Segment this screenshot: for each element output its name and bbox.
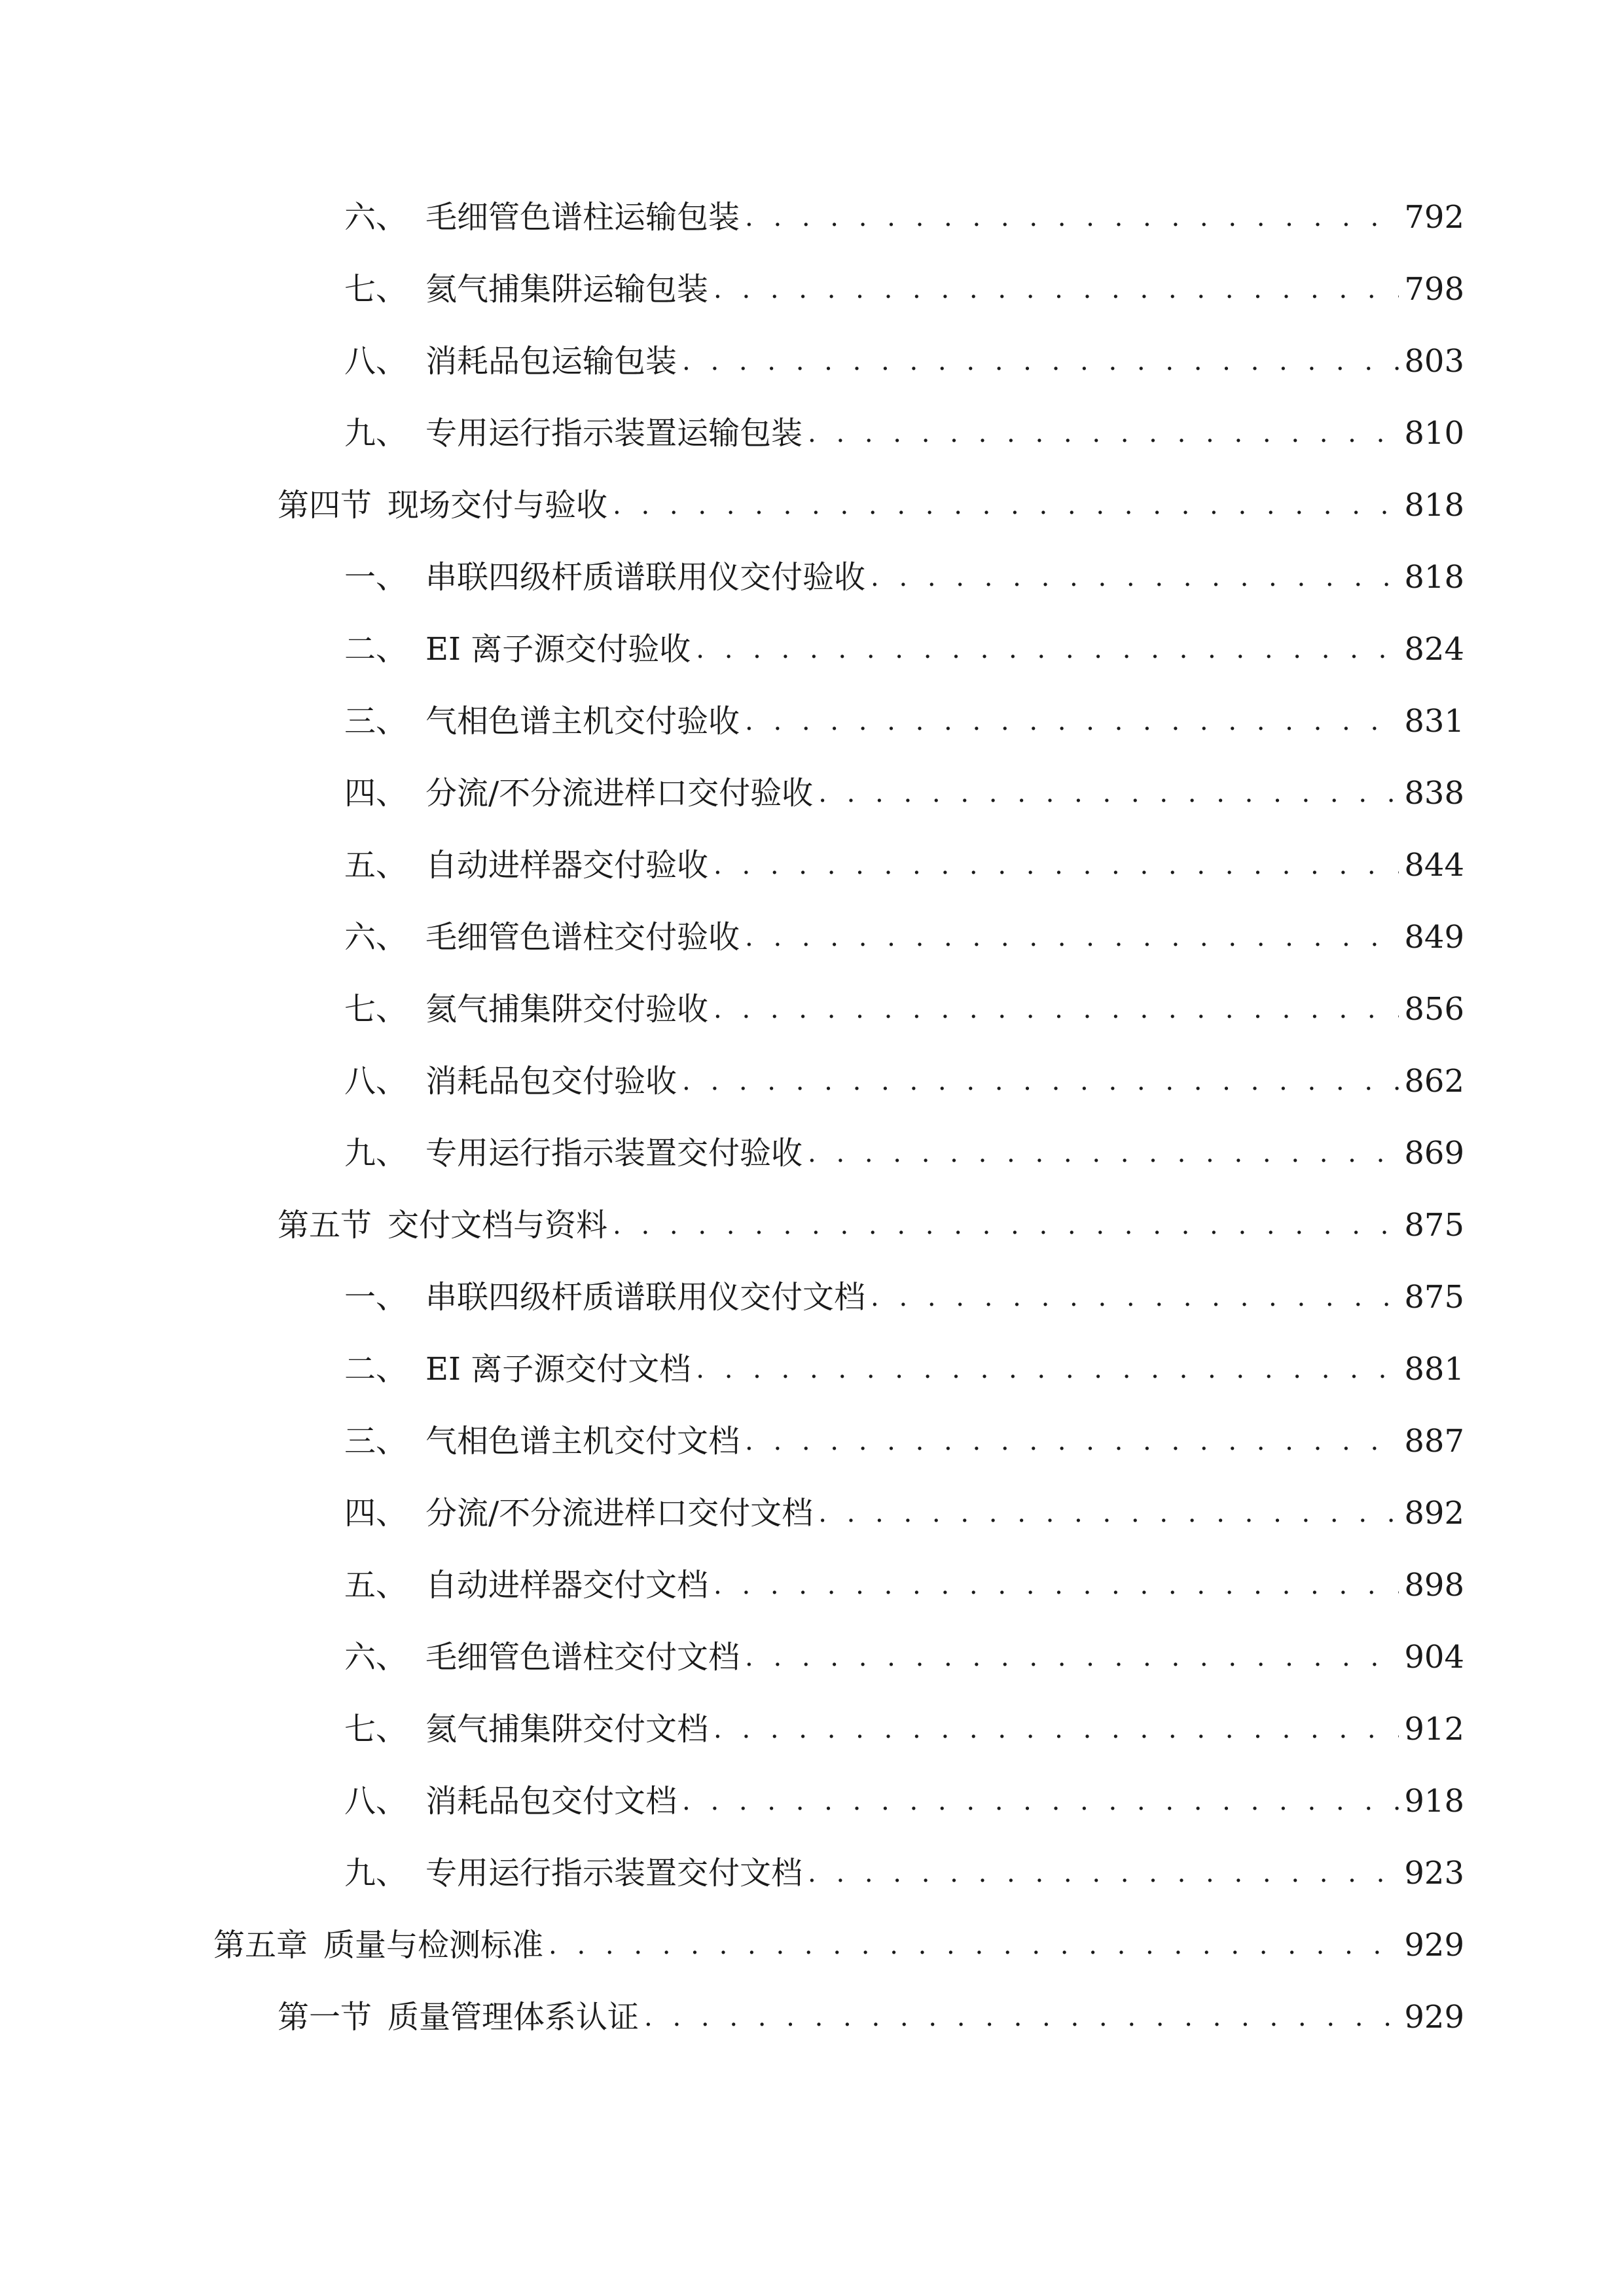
entry-page-number: 862 bbox=[1404, 1063, 1464, 1100]
entry-number: 九、 bbox=[344, 415, 408, 452]
entry-title: 专用运行指示装置交付验收 bbox=[425, 1135, 803, 1172]
entry-title: 自动进样器交付文档 bbox=[425, 1567, 709, 1604]
dot-leader bbox=[745, 204, 1399, 230]
entry-title: 分流/不分流进样口交付文档 bbox=[425, 1495, 814, 1532]
entry-number: 七、 bbox=[344, 271, 408, 308]
entry-page-number: 849 bbox=[1404, 919, 1464, 956]
entry-page-number: 798 bbox=[1404, 271, 1464, 308]
entry-page-number: 875 bbox=[1404, 1279, 1464, 1316]
entry-title: 消耗品包交付验收 bbox=[425, 1063, 677, 1100]
dot-leader bbox=[808, 420, 1399, 446]
entry-title: 交付文档与资料 bbox=[388, 1207, 608, 1244]
dot-leader bbox=[696, 636, 1399, 662]
dot-leader bbox=[549, 1932, 1399, 1958]
entry-number: 八、 bbox=[344, 1063, 408, 1100]
toc-entry[interactable] bbox=[344, 1549, 1464, 1621]
entry-title: EI 离子源交付验收 bbox=[425, 631, 691, 668]
entry-title: 气相色谱主机交付验收 bbox=[425, 703, 740, 740]
entry-number: 七、 bbox=[344, 991, 408, 1028]
dot-leader bbox=[745, 1428, 1399, 1454]
toc-entry[interactable] bbox=[344, 397, 1464, 469]
toc-entry[interactable] bbox=[344, 1477, 1464, 1549]
dot-leader bbox=[713, 1572, 1399, 1598]
entry-page-number: 844 bbox=[1404, 847, 1464, 884]
entry-page-number: 818 bbox=[1404, 559, 1464, 596]
entry-number: 八、 bbox=[344, 1783, 408, 1820]
toc-entry[interactable] bbox=[344, 1405, 1464, 1477]
entry-page-number: 887 bbox=[1404, 1423, 1464, 1460]
entry-number: 二、 bbox=[344, 1351, 408, 1388]
chapter-number: 第五章 bbox=[213, 1927, 308, 1964]
dot-leader bbox=[745, 1644, 1399, 1670]
toc-entry[interactable] bbox=[344, 181, 1464, 253]
toc-entry[interactable] bbox=[344, 1837, 1464, 1909]
toc-entry[interactable] bbox=[344, 973, 1464, 1045]
entry-number: 二、 bbox=[344, 631, 408, 668]
dot-leader bbox=[818, 1500, 1399, 1526]
dot-leader bbox=[682, 1068, 1399, 1094]
entry-page-number: 912 bbox=[1404, 1711, 1464, 1748]
toc-entry[interactable] bbox=[344, 325, 1464, 397]
entry-page-number: 881 bbox=[1404, 1351, 1464, 1388]
toc-entry[interactable] bbox=[344, 1765, 1464, 1837]
dot-leader bbox=[871, 564, 1399, 590]
dot-leader bbox=[808, 1140, 1399, 1166]
dot-leader bbox=[613, 1212, 1399, 1238]
entry-number: 三、 bbox=[344, 703, 408, 740]
section-number: 第五节 bbox=[278, 1207, 372, 1244]
entry-title: 毛细管色谱柱交付验收 bbox=[425, 919, 740, 956]
entry-title: 毛细管色谱柱交付文档 bbox=[425, 1639, 740, 1676]
entry-number: 一、 bbox=[344, 559, 408, 596]
toc-entry[interactable] bbox=[344, 1117, 1464, 1189]
entry-title: 串联四级杆质谱联用仪交付文档 bbox=[425, 1279, 866, 1316]
entry-number: 五、 bbox=[344, 1567, 408, 1604]
entry-page-number: 923 bbox=[1404, 1855, 1464, 1892]
dot-leader bbox=[745, 924, 1399, 950]
entry-page-number: 929 bbox=[1404, 1927, 1464, 1964]
entry-title: 氦气捕集阱交付验收 bbox=[425, 991, 709, 1028]
entry-page-number: 838 bbox=[1404, 775, 1464, 812]
entry-number: 八、 bbox=[344, 343, 408, 380]
entry-title: 专用运行指示装置交付文档 bbox=[425, 1855, 803, 1892]
entry-title: EI 离子源交付文档 bbox=[425, 1351, 691, 1388]
dot-leader bbox=[644, 2004, 1399, 2030]
dot-leader bbox=[818, 780, 1399, 806]
entry-title: 消耗品包运输包装 bbox=[425, 343, 677, 380]
toc-entry-section[interactable] bbox=[278, 1189, 1464, 1261]
toc-entry[interactable] bbox=[344, 901, 1464, 973]
entry-number: 七、 bbox=[344, 1711, 408, 1748]
entry-title: 氦气捕集阱交付文档 bbox=[425, 1711, 709, 1748]
entry-page-number: 918 bbox=[1404, 1783, 1464, 1820]
entry-number: 四、 bbox=[344, 1495, 408, 1532]
entry-page-number: 818 bbox=[1404, 487, 1464, 524]
toc-entry[interactable] bbox=[344, 757, 1464, 829]
entry-title: 串联四级杆质谱联用仪交付验收 bbox=[425, 559, 866, 596]
toc-entry[interactable] bbox=[344, 1045, 1464, 1117]
entry-page-number: 792 bbox=[1404, 199, 1464, 236]
toc-entry[interactable] bbox=[344, 1261, 1464, 1333]
entry-page-number: 904 bbox=[1404, 1639, 1464, 1676]
entry-page-number: 892 bbox=[1404, 1495, 1464, 1532]
entry-page-number: 929 bbox=[1404, 1999, 1464, 2036]
entry-page-number: 831 bbox=[1404, 703, 1464, 740]
entry-title: 质量管理体系认证 bbox=[388, 1999, 640, 2036]
entry-title: 现场交付与验收 bbox=[388, 487, 608, 524]
dot-leader bbox=[682, 348, 1399, 374]
entry-number: 六、 bbox=[344, 919, 408, 956]
entry-page-number: 824 bbox=[1404, 631, 1464, 668]
toc-entry-section[interactable] bbox=[278, 1981, 1464, 2053]
dot-leader bbox=[696, 1356, 1399, 1382]
dot-leader bbox=[871, 1284, 1399, 1310]
toc-entry[interactable] bbox=[344, 1693, 1464, 1765]
entry-number: 九、 bbox=[344, 1135, 408, 1172]
toc-entry[interactable] bbox=[344, 685, 1464, 757]
toc-entry-chapter[interactable] bbox=[213, 1909, 1464, 1981]
entry-title: 专用运行指示装置运输包装 bbox=[425, 415, 803, 452]
toc-entry[interactable] bbox=[344, 829, 1464, 901]
entry-title: 消耗品包交付文档 bbox=[425, 1783, 677, 1820]
entry-number: 六、 bbox=[344, 199, 408, 236]
toc-entry[interactable] bbox=[344, 613, 1464, 685]
entry-title: 氦气捕集阱运输包装 bbox=[425, 271, 709, 308]
entry-number: 九、 bbox=[344, 1855, 408, 1892]
entry-title: 自动进样器交付验收 bbox=[425, 847, 709, 884]
section-number: 第四节 bbox=[278, 487, 372, 524]
entry-page-number: 898 bbox=[1404, 1567, 1464, 1604]
toc-entry[interactable] bbox=[344, 1333, 1464, 1405]
dot-leader bbox=[808, 1860, 1399, 1886]
dot-leader bbox=[613, 492, 1399, 518]
entry-title: 分流/不分流进样口交付验收 bbox=[425, 775, 814, 812]
entry-number: 五、 bbox=[344, 847, 408, 884]
toc-entry[interactable] bbox=[344, 1621, 1464, 1693]
entry-page-number: 856 bbox=[1404, 991, 1464, 1028]
toc-entry[interactable] bbox=[344, 541, 1464, 613]
entry-page-number: 875 bbox=[1404, 1207, 1464, 1244]
dot-leader bbox=[713, 996, 1399, 1022]
section-number: 第一节 bbox=[278, 1999, 372, 2036]
entry-number: 六、 bbox=[344, 1639, 408, 1676]
entry-page-number: 869 bbox=[1404, 1135, 1464, 1172]
entry-title: 质量与检测标准 bbox=[323, 1927, 544, 1964]
entry-number: 四、 bbox=[344, 775, 408, 812]
dot-leader bbox=[713, 1716, 1399, 1742]
dot-leader bbox=[682, 1788, 1399, 1814]
entry-page-number: 803 bbox=[1404, 343, 1464, 380]
dot-leader bbox=[713, 852, 1399, 878]
toc-entry-section[interactable] bbox=[278, 469, 1464, 541]
dot-leader bbox=[745, 708, 1399, 734]
toc-entry[interactable] bbox=[344, 253, 1464, 325]
entry-number: 三、 bbox=[344, 1423, 408, 1460]
dot-leader bbox=[713, 276, 1399, 302]
entry-page-number: 810 bbox=[1404, 415, 1464, 452]
entry-number: 一、 bbox=[344, 1279, 408, 1316]
entry-title: 毛细管色谱柱运输包装 bbox=[425, 199, 740, 236]
entry-title: 气相色谱主机交付文档 bbox=[425, 1423, 740, 1460]
